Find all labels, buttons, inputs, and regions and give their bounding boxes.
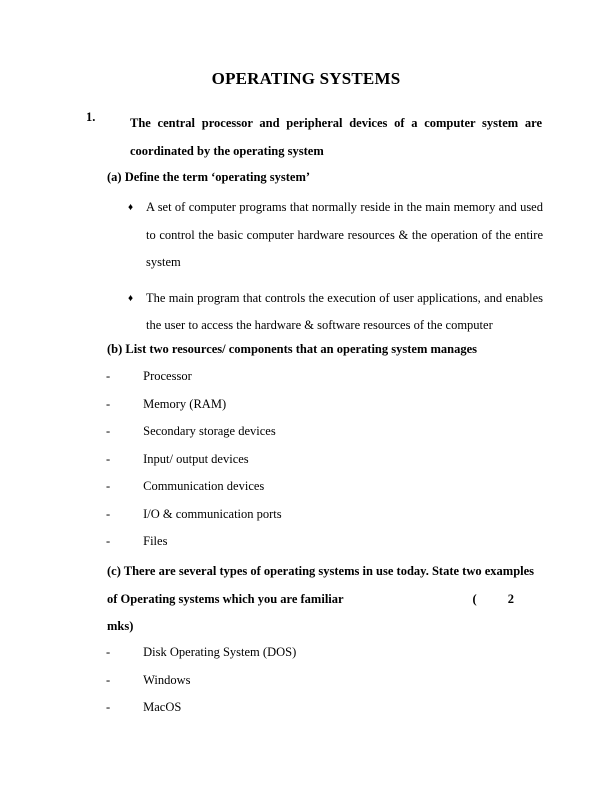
list-item (106, 363, 282, 391)
dash-bullet-icon: - (106, 645, 111, 659)
list-item-text: A set of computer programs that normally reside in the main memory and used to control the basic computer hardware resources & the operation of the entire system (146, 200, 543, 269)
list-item-text: Secondary storage devices (143, 424, 276, 438)
list-item (106, 446, 282, 474)
list-item (128, 194, 543, 277)
list-item-text: Files (143, 534, 168, 548)
list-item (106, 418, 282, 446)
part-c-heading-line1: (c) There are several types of operating systems in use today. State two examples of (107, 564, 535, 606)
list-item-text: Communication devices (143, 479, 265, 493)
list-item-text: Input/ output devices (143, 451, 249, 466)
part-b-heading: (b) List two resources/ components that an operating system manages (107, 342, 478, 356)
dash-bullet-icon: - (106, 700, 111, 714)
list-item-text: Windows (143, 672, 191, 687)
list-item-text: Disk Operating System (DOS) (143, 645, 297, 659)
list-item (106, 694, 296, 722)
list-item (106, 473, 282, 501)
list-item-text: Processor (143, 369, 192, 383)
part-b-answer-list (106, 363, 282, 556)
dash-bullet-icon: - (106, 424, 111, 438)
diamond-bullet-icon: ♦ (128, 292, 134, 304)
part-c-heading-line2: Operating systems which you are familiar (120, 591, 344, 606)
list-item-text: The main program that controls the execution of user applications, and enables the user to access the hardware & software resources of the computer (146, 290, 543, 332)
marks-close: mks) (107, 619, 134, 633)
dash-bullet-icon: - (106, 479, 111, 493)
part-c-heading (107, 558, 543, 641)
list-item (106, 528, 282, 556)
part-a-answer-list (128, 194, 543, 348)
list-item (106, 667, 296, 695)
dash-bullet-icon: - (106, 369, 111, 383)
part-a-heading: (a) Define the term ‘operating system’ (107, 170, 311, 184)
dash-bullet-icon: - (106, 534, 111, 548)
part-c-answer-list (106, 639, 296, 722)
list-item (106, 391, 282, 419)
list-item (106, 639, 296, 667)
question-stem: The central processor and peripheral devices of a computer system are coordinated by the operating system (130, 116, 542, 158)
list-item-text: Memory (RAM) (143, 396, 227, 411)
list-item (128, 285, 543, 340)
dash-bullet-icon: - (106, 506, 111, 521)
list-item-text: I/O & communication ports (143, 506, 282, 521)
dash-bullet-icon: - (106, 451, 111, 466)
list-item-text: MacOS (143, 700, 182, 714)
dash-bullet-icon: - (106, 672, 111, 687)
question-number: 1. (86, 110, 96, 124)
marks-open-paren: ( (472, 591, 477, 606)
marks-value: 2 (507, 591, 515, 606)
diamond-bullet-icon: ♦ (128, 202, 134, 213)
dash-bullet-icon: - (106, 396, 111, 411)
page-title: OPERATING SYSTEMS (211, 69, 401, 88)
list-item (106, 501, 282, 529)
